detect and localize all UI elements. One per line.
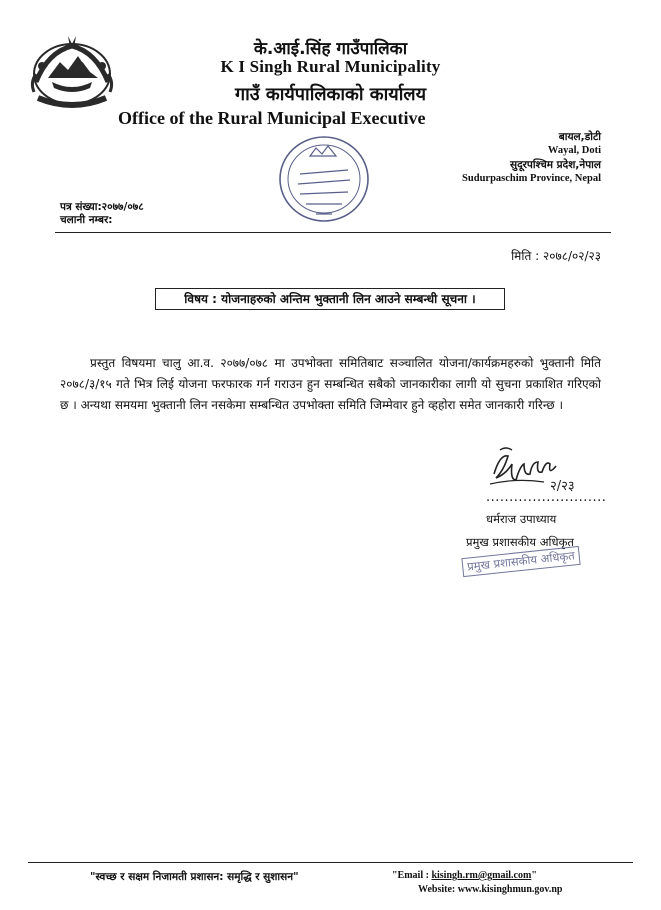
email-label: "Email : xyxy=(392,870,432,881)
letter-body: प्रस्तुत विषयमा चालु आ.व. २०७७/०७८ मा उपभोक्ता समितिबाट सञ्चालित योजना/कार्यक्रमहरुको भुक्तानी मिति २०७८/३/१५ गते भित्र लिई योजना फरफारक गर्न गराउन हुन सम्बन्धित सबैको जानकारीका लागी यो सुचना प्रकाशित गरिएको छ । अन्यथा समयमा भुक्तानी लिन नसकेमा सम्बन्धित उपभोक्ता समिति जिम्मेवार हुने व्हहोरा समेत जानकारी गरिन्छ । xyxy=(60,356,601,412)
office-name-english: Office of the Rural Municipal Executive xyxy=(118,108,426,128)
address-english-line2: Sudurpaschim Province, Nepal xyxy=(462,173,601,184)
address-nepali-line1: बायल,डोटी xyxy=(558,131,601,143)
letter-subject: विषय : योजनाहरुको अन्तिम भुक्तानी लिन आउने सम्बन्धी सूचना । xyxy=(184,292,476,306)
office-name-nepali: गाउँ कार्यपालिकाको कार्यालय xyxy=(234,84,427,105)
email-close-quote: " xyxy=(531,870,537,881)
signature-line: .......................... xyxy=(486,490,607,505)
letter-number: पत्र संख्या:२०७७/०७८ xyxy=(60,201,144,213)
email-link[interactable]: kisingh.rm@gmail.com xyxy=(431,870,532,881)
address-english-line1: Wayal, Doti xyxy=(547,145,601,156)
footer-website[interactable]: Website: www.kisinghmun.gov.np xyxy=(418,884,563,895)
letter-date: मिति : २०७८/०२/२३ xyxy=(511,249,601,263)
dispatch-number: चलानी नम्बर: xyxy=(60,214,113,226)
signatory-name: धर्मराज उपाध्याय xyxy=(486,512,557,526)
header-divider xyxy=(55,232,611,233)
office-seal-stamp-icon xyxy=(276,134,372,224)
footer-divider xyxy=(28,862,633,863)
footer-email xyxy=(392,870,537,881)
designation-stamp-text: प्रमुख प्रशासकीय अधिकृत xyxy=(466,548,576,574)
address-nepali-line2: सुदूरपश्चिम प्रदेश,नेपाल xyxy=(509,159,601,171)
signature-icon xyxy=(486,444,586,496)
municipality-name-english: K I Singh Rural Municipality xyxy=(220,57,441,76)
handwritten-date: २/२३ xyxy=(550,479,575,494)
municipality-name-nepali: के.आई.सिंह गाउँपालिका xyxy=(253,39,408,59)
designation-stamp xyxy=(461,546,580,577)
footer-motto: "स्वच्छ र सक्षम निजामती प्रशासन: समृद्धि र सुशासन" xyxy=(90,871,299,883)
signatory-title: प्रमुख प्रशासकीय अधिकृत xyxy=(466,535,574,549)
